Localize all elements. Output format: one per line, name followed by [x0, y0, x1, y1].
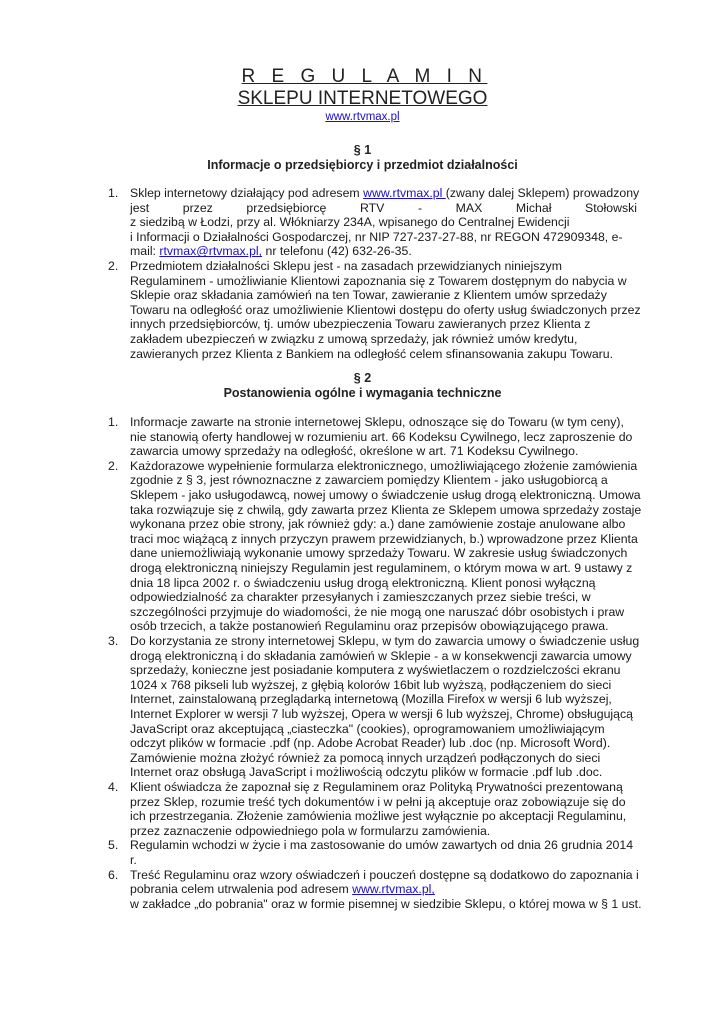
word: RTV: [359, 200, 385, 215]
list-number: 1.: [108, 186, 119, 200]
paragraph-line: [130, 201, 637, 216]
paragraph-line: Każdorazowe wypełnienie formularza elektronicznego, umożliwiającego złożenie zamówienia: [130, 458, 638, 473]
paragraph-line: traci moc wiążącą z innych przyczyn prawem przewidzianych, b.) wprowadzone przez Klienta: [130, 531, 638, 546]
list-number: 2.: [108, 458, 119, 473]
website-link[interactable]: www.rtvmax.pl: [325, 111, 400, 123]
word: Stołowski: [585, 200, 637, 215]
paragraph-line: szczególności przyjmuje do wiadomości, że nie mogą one naruszać dóbr osobistych i praw: [130, 604, 625, 619]
paragraph-line: taka rozwiązuje się z chwilą, gdy zawarta przez Klienta ze Sklepem umowa sprzedaży zostaje: [130, 502, 642, 517]
paragraph-line: Internet oraz obsługą JavaScript i możliwością odczytu plików w formacie .pdf lub .doc.: [130, 765, 603, 780]
website-link[interactable]: www.rtvmax.pl,: [352, 882, 435, 897]
list-number: 3.: [108, 634, 119, 648]
paragraph-line: dane uniemożliwiają wykonanie umowy sprzedaży Towaru. W zakresie usług świadczonych: [130, 546, 628, 561]
paragraph-line: przez zaznaczenie odpowiedniego pola w formularzu zamówienia.: [130, 823, 491, 838]
paragraph-line: osób trzecich, a także postanowień Regulaminu oraz przepisów obowiązującego prawa.: [130, 619, 609, 634]
list-number: 5.: [108, 838, 119, 853]
paragraph-line: Zamówienie można złożyć również za pomocą innych urządzeń podłączonych do sieci: [130, 750, 601, 765]
text-run: pobrania celem utrwalenia pod adresem: [130, 882, 353, 897]
paragraph-line: JavaScript oraz akceptującą „ciasteczka" (cookies), oprogramowaniem umożliwiającym: [130, 721, 605, 736]
paragraph-line: Do korzystania ze strony internetowej Sklepu, w tym do zawarcia umowy o świadczenie usług: [130, 634, 640, 648]
paragraph-line: [130, 186, 640, 201]
section-1-sign: § 1: [353, 143, 372, 157]
paragraph-line: wykonana przez obie strony, jak również gdy: a.) dane zamówienie zostaje anulowane albo: [130, 517, 626, 532]
paragraph-line: odpowiedzialność za charakter przesyłanych i zamieszczanych przez siebie treści, w: [130, 590, 591, 605]
word: przez: [182, 200, 213, 215]
paragraph-line: drogą elektroniczną niniejszy Regulamin jest regulaminem, o którym mowa w art. 9 ustawy z: [130, 561, 633, 575]
email-link[interactable]: rtvmax@rtvmax.pl,: [159, 244, 263, 259]
list-number: 2.: [108, 259, 119, 273]
word: jest: [130, 200, 150, 215]
text-run: (zwany dalej Sklepem) prowadzony: [445, 186, 640, 200]
paragraph-line: z siedzibą w Łodzi, przy al. Włókniarzy 234A, wpisanego do Centralnej Ewidencji: [130, 215, 570, 230]
section-2-title: Postanowienia ogólne i wymagania techniczne: [223, 386, 502, 400]
paragraph-line: r.: [130, 853, 137, 867]
list-number: 1.: [108, 415, 119, 429]
paragraph-line: przez Sklep, rozumie treść tych dokumentów i w pełni ją akceptuje oraz zobowiązuje się do: [130, 794, 626, 809]
section-1-title: Informacje o przedsiębiorcy i przedmiot działalności: [207, 158, 518, 172]
paragraph-line: Przedmiotem działalności Sklepu jest - na zasadach przewidzianych niniejszym: [130, 259, 562, 273]
word: -: [417, 200, 423, 215]
word: Michał: [515, 200, 552, 215]
word: przedsiębiorcę: [246, 200, 327, 215]
paragraph-line: Towaru na odległość oraz umożliwienie Klientowi dostępu do oferty usług świadczonych przez: [130, 302, 641, 317]
document-title: R E G U L A M I N: [241, 66, 488, 87]
paragraph-line: 1024 x 768 pikseli lub wyższej, z głębią kolorów 16bit lub wyższą, podłączeniem do sieci: [130, 677, 612, 692]
paragraph-line: zakładem ubezpieczeń w związku z umową sprzedaży, jak również umów kredytu,: [130, 332, 578, 346]
paragraph-line: w zakładce „do pobrania" oraz w formie pisemnej w siedzibie Sklepu, o której mowa w § 1 ust.: [130, 896, 642, 911]
paragraph-line: zawieranych przez Klienta z Bankiem na odległość celem sfinansowania zakupu Towaru.: [130, 346, 614, 361]
section-2-sign: § 2: [353, 371, 372, 385]
word: MAX: [455, 200, 483, 215]
paragraph-line: odczyt plików w formacie .pdf (np. Adobe Acrobat Reader) lub .doc (np. Microsoft Word).: [130, 736, 611, 751]
website-link[interactable]: www.rtvmax.pl: [363, 186, 446, 200]
list-number: 6.: [108, 867, 119, 882]
paragraph-line: innych przedsiębiorców, tj. umów ubezpieczenia Towaru zawieranych przez Klienta z: [130, 317, 591, 332]
paragraph-line: Informacje zawarte na stronie internetowej Sklepu, odnoszące się do Towaru (w tym ceny),: [130, 415, 624, 429]
text-run: mail:: [130, 244, 160, 259]
paragraph-line: Sklepem - jako usługodawcą, nowej umowy o świadczenie usług drogą elektroniczną. Umowa: [130, 488, 641, 502]
paragraph-line: Treść Regulaminu oraz wzory oświadczeń i pouczeń dostępne są dodatkowo do zapoznania i: [130, 867, 639, 882]
paragraph-line: Regulaminem - umożliwianie Klientowi zapoznania się z Towarem dostępnym do nabycia w: [130, 273, 627, 288]
paragraph-line: ich przestrzegania. Złożenie zamówienia możliwe jest wyłącznie po akceptacji Regulaminu,: [130, 809, 627, 824]
paragraph-line: sprzedaży, konieczne jest posiadanie komputera z wyświetlaczem o rozdzielczości ekranu: [130, 663, 621, 678]
paragraph-line: Regulamin wchodzi w życie i ma zastosowanie do umów zawartych od dnia 26 grudnia 2014: [130, 838, 634, 853]
paragraph-line: dnia 18 lipca 2002 r. o świadczeniu usług drogą elektroniczną. Klient ponosi wyłączną: [130, 575, 596, 590]
paragraph-line: Internet, zainstalowaną przeglądarką internetową (Mozilla Firefox w wersji 6 lub wyższej,: [130, 692, 612, 707]
paragraph-line: Sklepie oraz składania zamówień na ten Towar, zawieranie z Klientem umów sprzedaży: [130, 288, 607, 303]
paragraph-line: drogą elektroniczną i do składania zamówień w Sklepie - a w konsekwencji zawarcia umowy: [130, 648, 632, 663]
paragraph-line: i Informacji o Działalności Gospodarczej, nr NIP 727-237-27-88, nr REGON 472909348, e-: [130, 229, 623, 244]
document-subtitle: SKLEPU INTERNETOWEGO: [237, 88, 488, 109]
paragraph-line: [130, 882, 637, 897]
paragraph-line: Klient oświadcza że zapoznał się z Regulaminem oraz Polityką Prywatności prezentowaną: [130, 780, 623, 794]
paragraph-line: zawarcia umowy sprzedaży na odległość, określone w art. 71 Kodeksu Cywilnego.: [130, 444, 579, 459]
text-run: Sklep internetowy działający pod adresem: [130, 186, 364, 200]
text-run: nr telefonu (42) 632-26-35.: [262, 244, 412, 259]
paragraph-line: nie stanowią oferty handlowej w rozumieniu art. 66 Kodeksu Cywilnego, lecz zaproszenie do: [130, 429, 633, 444]
paragraph-line: Internet Explorer w wersji 7 lub wyższej, Opera w wersji 6 lub wyższej, Chrome) obsługującą: [130, 707, 633, 721]
list-number: 4.: [108, 780, 119, 794]
paragraph-line: [130, 244, 637, 259]
paragraph-line: zgodnie z § 3, jest równoznaczne z zawarciem pomiędzy Klientem - jako usługobiorcą a: [130, 473, 608, 488]
